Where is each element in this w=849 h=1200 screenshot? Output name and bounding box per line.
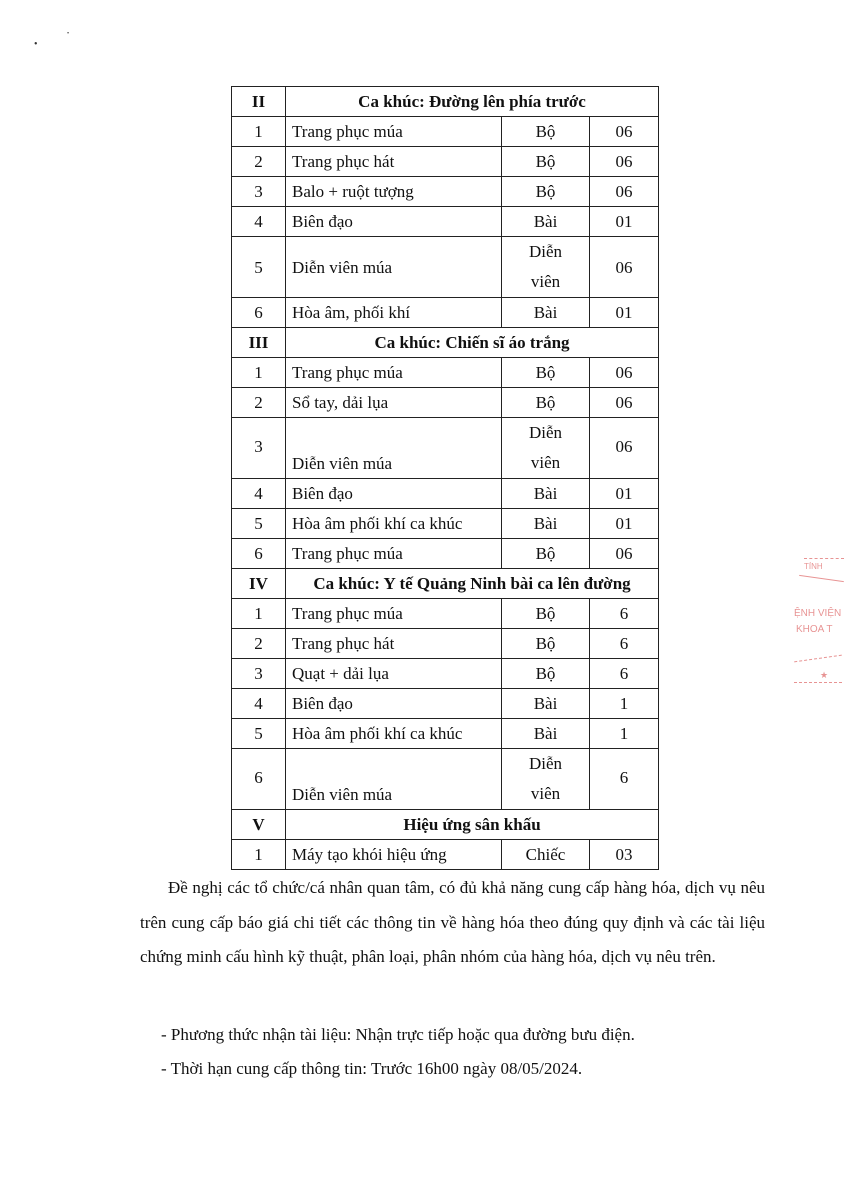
- row-number: 2: [232, 147, 286, 177]
- section-title: Hiệu ứng sân khấu: [286, 810, 659, 840]
- section-header-row: [232, 87, 659, 117]
- item-quantity: 6: [590, 659, 659, 689]
- item-unit-part: viên: [530, 784, 561, 803]
- row-number: 3: [232, 659, 286, 689]
- stamp-star-icon: ★: [820, 670, 829, 680]
- item-unit: [502, 629, 590, 659]
- row-number: 5: [232, 237, 286, 298]
- item-unit-part: Bộ: [535, 182, 556, 201]
- section-roman: III: [232, 328, 286, 358]
- item-quantity: 06: [590, 418, 659, 479]
- row-number: 4: [232, 689, 286, 719]
- item-unit-part: Bộ: [535, 604, 556, 623]
- item-name: Máy tạo khói hiệu ứng: [286, 840, 502, 870]
- item-name: Biên đạo: [286, 479, 502, 509]
- table-row: [232, 237, 659, 298]
- item-unit: [502, 749, 590, 810]
- item-unit: [502, 388, 590, 418]
- item-unit: [502, 418, 590, 479]
- table-row: [232, 147, 659, 177]
- method-line: - Phương thức nhận tài liệu: Nhận trực tiếp hoặc qua đường bưu điện.: [161, 1025, 635, 1044]
- table-row: [232, 749, 659, 810]
- item-unit-part: viên: [530, 272, 561, 291]
- item-name: Hòa âm, phối khí: [286, 298, 502, 328]
- item-name: Biên đạo: [286, 207, 502, 237]
- deadline-line: - Thời hạn cung cấp thông tin: Trước 16h00 ngày 08/05/2024.: [161, 1059, 583, 1078]
- section-roman: V: [232, 810, 286, 840]
- item-quantity: 6: [590, 629, 659, 659]
- table-row: [232, 177, 659, 207]
- item-unit-part: Bài: [533, 724, 558, 743]
- table-row: [232, 388, 659, 418]
- item-unit-part: Diễn: [528, 242, 563, 261]
- row-number: 6: [232, 539, 286, 569]
- table-row: [232, 117, 659, 147]
- section-header-row: [232, 810, 659, 840]
- section-title: Ca khúc: Đường lên phía trước: [286, 87, 659, 117]
- request-paragraph: [140, 871, 765, 975]
- item-unit-part: Bài: [533, 514, 558, 533]
- stamp-text-1: TỈNH: [804, 562, 823, 571]
- item-unit-part: Bộ: [535, 363, 556, 382]
- item-name: Biên đạo: [286, 689, 502, 719]
- item-name: Trang phục múa: [286, 117, 502, 147]
- row-number: 5: [232, 719, 286, 749]
- item-name: Hòa âm phối khí ca khúc: [286, 719, 502, 749]
- item-name: Diễn viên múa: [286, 418, 502, 479]
- row-number: 4: [232, 479, 286, 509]
- item-name: Trang phục múa: [286, 358, 502, 388]
- stamp-dash: [804, 558, 844, 559]
- section-roman: IV: [232, 569, 286, 599]
- table-row: [232, 840, 659, 870]
- item-quantity: 01: [590, 207, 659, 237]
- row-number: 1: [232, 117, 286, 147]
- table-row: [232, 719, 659, 749]
- section-title: Ca khúc: Y tế Quảng Ninh bài ca lên đường: [286, 569, 659, 599]
- item-name: Trang phục múa: [286, 599, 502, 629]
- item-quantity: 06: [590, 117, 659, 147]
- request-text: Đề nghị các tổ chức/cá nhân quan tâm, có đủ khả năng cung cấp hàng hóa, dịch vụ nêu trên cung cấp báo giá chi tiết các thông tin về hàng hóa theo đúng quy định và các tài liệu chứng minh cấu hình kỹ thuật, phân loại, phân nhóm của hàng hóa, dịch vụ nêu trên.: [140, 878, 765, 966]
- item-quantity: 06: [590, 539, 659, 569]
- item-unit-part: Bộ: [535, 664, 556, 683]
- stamp-arc: [799, 575, 844, 582]
- item-quantity: 6: [590, 599, 659, 629]
- item-unit-part: Bộ: [535, 122, 556, 141]
- item-unit: [502, 599, 590, 629]
- stamp-text-3: KHOA T: [796, 624, 833, 635]
- stamp-text-2: ỆNH VIỆN: [794, 608, 842, 619]
- item-name: Quạt + dải lụa: [286, 659, 502, 689]
- item-quantity: 01: [590, 509, 659, 539]
- table-row: [232, 479, 659, 509]
- item-unit: [502, 479, 590, 509]
- stamp-arc: [794, 655, 842, 663]
- item-unit: [502, 719, 590, 749]
- item-unit: [502, 147, 590, 177]
- table-row: [232, 207, 659, 237]
- row-number: 3: [232, 418, 286, 479]
- table-row: [232, 509, 659, 539]
- table-row: [232, 599, 659, 629]
- row-number: 6: [232, 749, 286, 810]
- item-quantity: 03: [590, 840, 659, 870]
- table-row: [232, 689, 659, 719]
- scan-speck: •: [34, 39, 38, 50]
- item-unit-part: Diễn: [528, 423, 563, 442]
- table-row: [232, 659, 659, 689]
- item-unit: [502, 177, 590, 207]
- item-unit-part: Bộ: [535, 634, 556, 653]
- row-number: 1: [232, 599, 286, 629]
- scan-speck: •: [67, 31, 70, 37]
- item-quantity: 06: [590, 177, 659, 207]
- item-quantity: 6: [590, 749, 659, 810]
- row-number: 4: [232, 207, 286, 237]
- item-quantity: 01: [590, 298, 659, 328]
- item-unit: [502, 358, 590, 388]
- item-unit-part: Chiếc: [525, 845, 566, 864]
- item-quantity: 06: [590, 358, 659, 388]
- items-table: [231, 86, 659, 870]
- item-name: Diễn viên múa: [286, 237, 502, 298]
- item-quantity: 1: [590, 719, 659, 749]
- red-stamp-fragment: [784, 548, 849, 698]
- item-unit-part: Bài: [533, 484, 558, 503]
- item-unit: [502, 237, 590, 298]
- item-unit: [502, 539, 590, 569]
- items-table-body: [232, 87, 659, 870]
- table-row: [232, 629, 659, 659]
- row-number: 2: [232, 629, 286, 659]
- item-unit: [502, 840, 590, 870]
- item-unit: [502, 509, 590, 539]
- item-name: Sổ tay, dải lụa: [286, 388, 502, 418]
- item-name: Hòa âm phối khí ca khúc: [286, 509, 502, 539]
- row-number: 2: [232, 388, 286, 418]
- item-unit: [502, 689, 590, 719]
- item-unit-part: Bộ: [535, 152, 556, 171]
- item-unit: [502, 117, 590, 147]
- item-quantity: 01: [590, 479, 659, 509]
- item-unit: [502, 207, 590, 237]
- table-row: [232, 298, 659, 328]
- item-unit-part: Bộ: [535, 544, 556, 563]
- item-unit-part: Bộ: [535, 393, 556, 412]
- section-header-row: [232, 328, 659, 358]
- row-number: 5: [232, 509, 286, 539]
- row-number: 3: [232, 177, 286, 207]
- table-row: [232, 539, 659, 569]
- row-number: 6: [232, 298, 286, 328]
- item-quantity: 06: [590, 147, 659, 177]
- item-unit: [502, 659, 590, 689]
- item-name: Balo + ruột tượng: [286, 177, 502, 207]
- table-row: [232, 418, 659, 479]
- stamp-dash: [794, 682, 842, 683]
- item-unit-part: viên: [530, 453, 561, 472]
- row-number: 1: [232, 840, 286, 870]
- item-unit-part: Bài: [533, 694, 558, 713]
- table-row: [232, 358, 659, 388]
- item-unit-part: Bài: [533, 303, 558, 322]
- item-name: Trang phục hát: [286, 629, 502, 659]
- item-name: Trang phục múa: [286, 539, 502, 569]
- item-quantity: 1: [590, 689, 659, 719]
- item-name: Diễn viên múa: [286, 749, 502, 810]
- item-unit-part: Bài: [533, 212, 558, 231]
- item-quantity: 06: [590, 237, 659, 298]
- row-number: 1: [232, 358, 286, 388]
- item-unit: [502, 298, 590, 328]
- section-title: Ca khúc: Chiến sĩ áo trắng: [286, 328, 659, 358]
- section-roman: II: [232, 87, 286, 117]
- section-header-row: [232, 569, 659, 599]
- item-quantity: 06: [590, 388, 659, 418]
- item-unit-part: Diễn: [528, 754, 563, 773]
- item-name: Trang phục hát: [286, 147, 502, 177]
